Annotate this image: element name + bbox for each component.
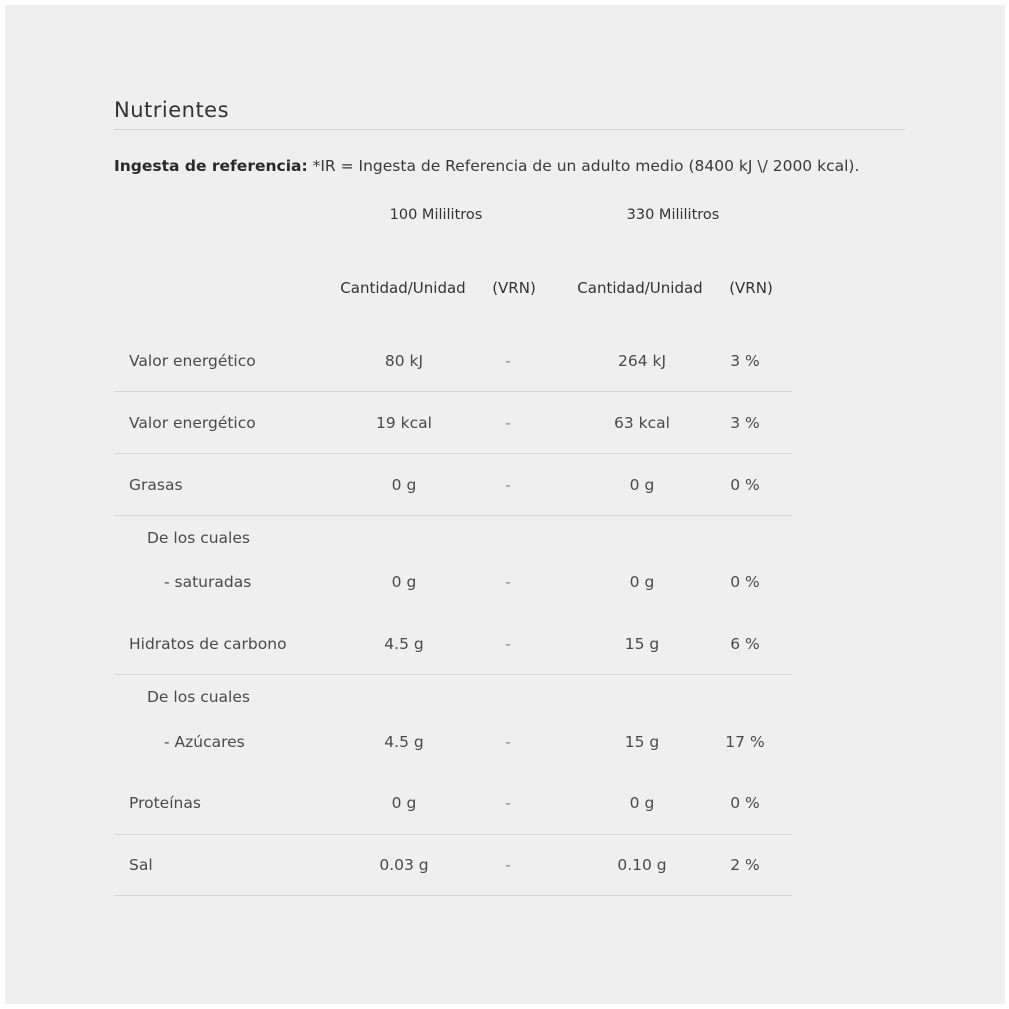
row-vrn-100: -	[505, 573, 511, 591]
row-vrn-330: 6 %	[730, 635, 760, 653]
row-quantity-100: 0 g	[391, 794, 417, 812]
section-title: Nutrientes	[114, 98, 230, 122]
row-vrn-100: -	[505, 414, 511, 432]
row-vrn-100: -	[505, 794, 511, 812]
row-label: Hidratos de carbono	[129, 635, 287, 653]
row-quantity-330: 0 g	[629, 794, 655, 812]
row-vrn-100: -	[505, 856, 511, 874]
row-quantity-100: 0.03 g	[379, 856, 429, 874]
row-vrn-100: -	[505, 476, 511, 494]
row-vrn-100: -	[505, 352, 511, 370]
row-divider	[114, 674, 792, 675]
row-label: - saturadas	[164, 573, 252, 591]
row-quantity-330: 0 g	[629, 476, 655, 494]
row-quantity-330: 0 g	[629, 573, 655, 591]
row-vrn-330: 17 %	[725, 733, 765, 751]
row-quantity-100: 19 kcal	[376, 414, 432, 432]
reference-intake-note	[114, 157, 859, 175]
row-quantity-100: 0 g	[391, 476, 417, 494]
row-group-label: De los cuales	[147, 529, 250, 547]
row-quantity-330: 264 kJ	[617, 352, 667, 370]
row-vrn-100: -	[505, 635, 511, 653]
row-vrn-330: 3 %	[730, 414, 760, 432]
row-divider	[114, 453, 792, 454]
row-label: Valor energético	[129, 414, 256, 432]
reference-intake-text: *IR = Ingesta de Referencia de un adulto medio (8400 kJ \/ 2000 kcal).	[307, 157, 860, 175]
row-quantity-330: 15 g	[624, 635, 660, 653]
row-divider	[114, 834, 792, 835]
row-vrn-330: 0 %	[730, 794, 760, 812]
title-divider	[114, 129, 905, 130]
row-label: - Azúcares	[164, 733, 245, 751]
row-divider	[114, 391, 792, 392]
row-quantity-100: 4.5 g	[384, 635, 424, 653]
portion-header-330ml: 330 Mililitros	[626, 207, 720, 223]
row-label: Proteínas	[129, 794, 201, 812]
row-quantity-330: 0.10 g	[617, 856, 667, 874]
row-vrn-330: 0 %	[730, 573, 760, 591]
row-vrn-330: 3 %	[730, 352, 760, 370]
column-header-quantity-330: Cantidad/Unidad	[577, 279, 703, 297]
row-quantity-100: 4.5 g	[384, 733, 424, 751]
row-divider	[114, 895, 792, 896]
row-vrn-330: 2 %	[730, 856, 760, 874]
row-quantity-100: 80 kJ	[384, 352, 424, 370]
column-header-vrn-330: (VRN)	[729, 279, 773, 297]
row-quantity-330: 15 g	[624, 733, 660, 751]
row-label: Grasas	[129, 476, 183, 494]
row-label: Valor energético	[129, 352, 256, 370]
reference-intake-label: Ingesta de referencia:	[114, 157, 308, 175]
column-header-quantity-100: Cantidad/Unidad	[340, 279, 466, 297]
row-vrn-330: 0 %	[730, 476, 760, 494]
row-label: Sal	[129, 856, 153, 874]
row-quantity-330: 63 kcal	[614, 414, 670, 432]
row-group-label: De los cuales	[147, 688, 250, 706]
column-header-vrn-100: (VRN)	[492, 279, 536, 297]
row-divider	[114, 515, 792, 516]
row-vrn-100: -	[505, 733, 511, 751]
row-quantity-100: 0 g	[391, 573, 417, 591]
portion-header-100ml: 100 Mililitros	[389, 207, 483, 223]
